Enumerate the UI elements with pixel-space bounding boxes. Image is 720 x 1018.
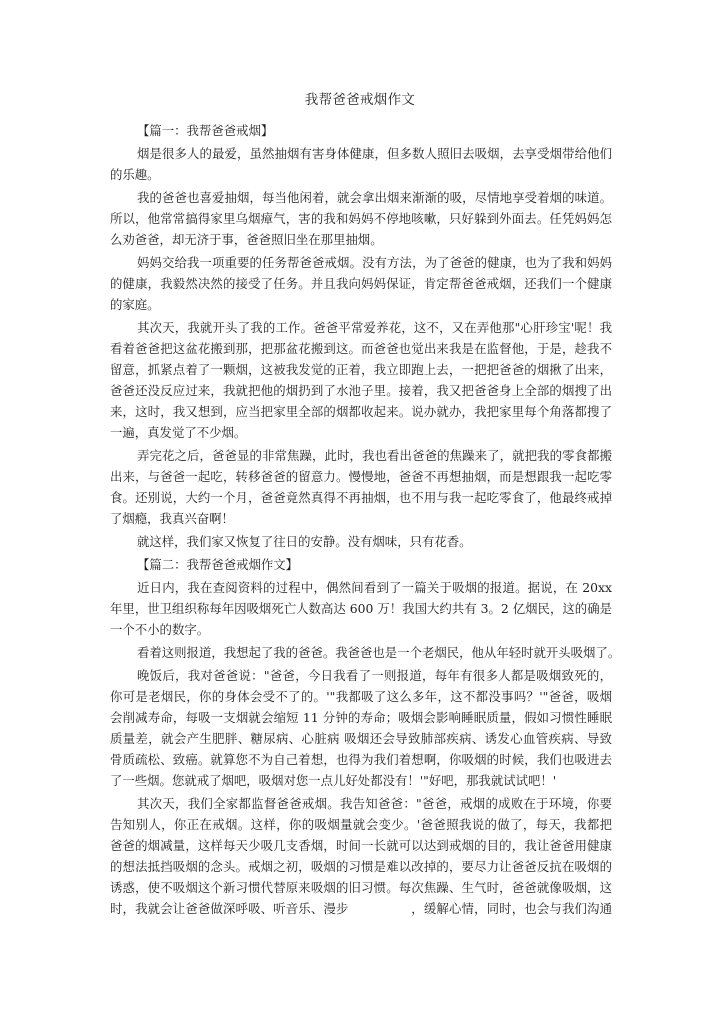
paragraph xyxy=(110,445,612,529)
paragraph xyxy=(110,793,612,919)
paragraph xyxy=(110,317,612,443)
paragraph xyxy=(110,642,621,663)
text-line: 爸爸的烟减量，这样每天少吸几支香烟，时间一长就可以达到戒烟的目的，我让爸爸用健康 xyxy=(110,838,612,853)
document-title: 我帮爸爸戒烟作文 xyxy=(304,92,416,108)
paragraph xyxy=(110,577,612,640)
text-line: 就这样，我们家又恢复了往日的安静。没有烟味，只有花香。 xyxy=(137,534,472,549)
text-line: 骨质疏松、致癌。就算您不为自己着想，也得为我们着想啊，你吸烟的时候，我们也吸进去 xyxy=(110,752,612,767)
text-line: 会削减寿命，每吸一支烟就会缩短 11 分钟的寿命；吸烟会影响睡眠质量，假如习惯性睡眠 xyxy=(110,710,612,725)
text-line: 年里，世卫组织称每年因吸烟死亡人数高达 600 万！我国大约共有 3。2 亿烟民，这的确是 xyxy=(110,601,612,616)
paragraph xyxy=(110,665,612,791)
text-line: 其次天，我就开头了我的工作。爸爸平常爱养花，这不，又在弄他那"心肝珍宝'呢！我 xyxy=(137,320,612,335)
text-line: 一个不小的数字。 xyxy=(110,622,210,637)
text-line: 么劝爸爸，却无济于事，爸爸照旧坐在那里抽烟。 xyxy=(110,232,383,247)
text-line: 了一些烟。您就戒了烟吧，吸烟对您一点儿好处都没有！'"好吧，那我就试试吧！' xyxy=(110,773,557,788)
text-line: 所以，他常常搞得家里乌烟瘴气，害的我和妈妈不停地咳嗽，只好躲到外面去。任凭妈妈怎 xyxy=(110,211,612,226)
text-line: 来，这时，我又想到，应当把家里全部的烟都收起来。说办就办，我把家里每个角落都搜了 xyxy=(110,404,612,419)
paragraph xyxy=(110,531,612,552)
text-line: 时，我就会让爸爸做深呼吸、听音乐、漫步 ，缓解心情，同时，也会与我们沟通 xyxy=(110,901,612,916)
text-line: 烟是很多人的最爱，虽然抽烟有害身体健康，但多数人照旧去吸烟，去享受烟带给他们 xyxy=(137,146,612,161)
text-line: 晚饭后，我对爸爸说："爸爸，今日我看了一则报道，每年有很多人都是吸烟致死的， xyxy=(137,668,612,683)
text-line: 留意，抓紧点着了一颗烟，这被我发觉的正着，我立即跑上去，一把把爸爸的烟揪了出来， xyxy=(110,362,612,377)
text-line: 一遍，真发觉了不少烟。 xyxy=(110,425,247,440)
text-line: 我的爸爸也喜爱抽烟，每当他闲着，就会拿出烟来渐渐的吸，尽情地享受着烟的味道。 xyxy=(137,190,612,205)
text-line: 诱惑，使不吸烟这个新习惯代替原来吸烟的旧习惯。每次焦躁、生气时，爸爸就像吸烟，这 xyxy=(110,880,612,895)
text-line: 的乐趣。 xyxy=(110,167,160,182)
text-line: 出来，与爸爸一起吃，转移爸爸的留意力。慢慢地，爸爸不再想抽烟，而是想跟我一起吃零 xyxy=(110,469,612,484)
section-heading xyxy=(110,554,612,575)
text-line: 的想法抵挡吸烟的念头。戒烟之初，吸烟的习惯是难以改掉的，要尽力让爸爸反抗在吸烟的 xyxy=(110,859,612,874)
text-line: 告知别人，你正在戒烟。这样，你的吸烟量就会变少。'爸爸照我说的做了，每天，我都把 xyxy=(110,817,612,832)
paragraph xyxy=(110,143,612,185)
text-line: 近日内，我在查阅资料的过程中，偶然间看到了一篇关于吸烟的报道。据说，在 20xx xyxy=(137,580,612,595)
text-line: 看着这则报道，我想起了我的爸爸。我爸爸也是一个老烟民，他从年轻时就开头吸烟了。 xyxy=(137,645,621,660)
document-body xyxy=(110,120,621,921)
text-line: 【篇二：我帮爸爸戒烟作文】 xyxy=(137,557,299,572)
text-line: 弄完花之后，爸爸显的非常焦躁，此时，我也看出爸爸的焦躁来了，就把我的零食都搬 xyxy=(137,448,612,463)
paragraph xyxy=(110,252,612,315)
section-heading xyxy=(110,120,612,141)
text-line: 看着爸爸把这盆花搬到那，把那盆花搬到这。而爸爸也觉出来我是在监督他，于是，趁我不 xyxy=(110,341,612,356)
text-line: 其次天，我们全家都监督爸爸戒烟。我告知爸爸："爸爸，戒烟的成败在于环境，你要 xyxy=(137,796,612,811)
text-line: 你可是老烟民，你的身体会受不了的。'"我都吸了这么多年，这不都没事吗？'"爸爸，吸烟 xyxy=(110,689,612,704)
text-line: 食。还别说，大约一个月，爸爸竟然真得不再抽烟，也不用与我一起吃零食了，他最终戒掉 xyxy=(110,490,612,505)
text-line: 了烟瘾，我真兴奋啊！ xyxy=(110,511,234,526)
text-line: 质量差，就会产生肥胖、糖尿病、心脏病 吸烟还会导致肺部疾病、诱发心血管疾病、导致 xyxy=(110,731,612,746)
text-line: 妈妈交给我一项重要的任务帮爸爸戒烟。没有方法，为了爸爸的健康，也为了我和妈妈 xyxy=(137,255,612,270)
paragraph xyxy=(110,187,612,250)
text-line: 的健康，我毅然决然的接受了任务。并且我向妈妈保证，肯定帮爸爸戒烟，还我们一个健康 xyxy=(110,276,612,291)
text-line: 的家庭。 xyxy=(110,297,160,312)
text-line: 【篇一：我帮爸爸戒烟】 xyxy=(137,123,274,138)
text-line: 爸爸还没反应过来，我就把他的烟扔到了水池子里。接着，我又把爸爸身上全部的烟搜了出 xyxy=(110,383,612,398)
